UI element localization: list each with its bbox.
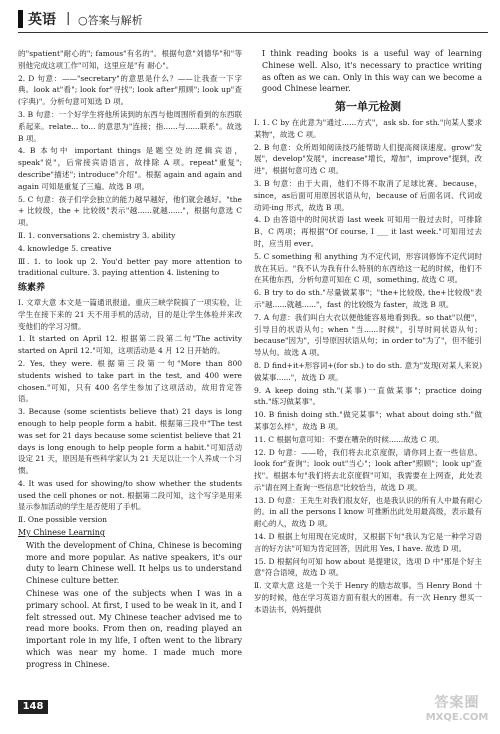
paragraph: 3. Because (some scientists believe that) 21 days is long enough to help people form a habit. 根据第三段中"The test was set for 21 days because some scientist believe that 21 days is long enough to help people form a habit."可知活动设定 21 天，原因是有些科学家认为 21 天足以让一个人养成一个习惯。 (18, 407, 242, 476)
paragraph: 14. D 根据上句用现在完成时，又根据下句"我认为它是一种学习语言的好方法"可知为肯定回答，因此用 Yes, I have. 故选 D 项。 (254, 532, 482, 553)
paragraph: 2. Yes, they were. 根据第三段第一句"More than 800 students wished to take part in the test, and 400 were chosen."可知，只有 400 名学生参加了这项活动，故用肯定答语。 (18, 358, 242, 404)
page-number: 148 (18, 700, 48, 714)
paragraph: Ⅱ. 1. conversations 2. chemistry 3. ability (18, 230, 176, 240)
header-subtitle: ○答案与解析 (78, 14, 143, 27)
paragraph: 4. B 本句中 important things 是题空处的逻辑宾语，speak"说"，后常接宾语语言，故排除 A 项。repeat"重复"; describe"描述"; introduce"介绍"。根据 again and again and again 可知是重复了三遍。故选 B 项。 (18, 146, 242, 191)
paragraph: 1. It started on April 12. 根据第二段第二句"The activity started on April 12."可知，这项活动是 4 月 12 日开始的。 (18, 334, 242, 356)
watermark-logo (422, 692, 492, 728)
paragraph: 2. D 句意：——"secretary"的意思是什么？——让我查一下字典。look at"看"; look for"寻找"; look after"照顾"; look up"查(字典)"。分析句意可知选 D 项。 (18, 73, 242, 107)
paragraph: 9. A keep doing sth."(某事)一直做某事"；practice doing sth."练习做某事"。 (254, 385, 482, 407)
unit-title: 第一单元检测 (335, 100, 401, 114)
essay-title: My Chinese Learning (18, 528, 105, 538)
paragraph: 12. D 句意：——哈，我们将去北京度假，请你同上查一些信息。look for"查询"；look out"当心"；look after"照顾"；look up"查找"。根据本句"我们将去北京度假"可知，我需要在上网查，此处表示"请在网上查询一些信息"比较恰当，故选 D 项。 (254, 447, 482, 492)
paragraph: 4. D 由答语中的时间状语 last week 可知用一般过去时，可排除 B、C 两项；再根据"Of course, I ___ it last week."可知用过去时，应当用 ever。 (254, 215, 482, 248)
paragraph: Ⅰ. 1. C by 在此意为"通过......方式"，ask sb. for sth."向某人要求某物"，故选 C 项。 (254, 117, 482, 139)
paragraph: With the development of China, Chinese is becoming more and more popular. As native speakers, it's our duty to learn Chinese well. It helps us to understand Chinese culture better. (26, 540, 242, 586)
paragraph: 2. B 句意：众所周知阅读技巧能帮助人们提高阅读速度。grow"发展"，develop"发展"，increase"增长，增加"，improve"提到，改进"，根据句意可选 C 项。 (254, 142, 482, 176)
page-header (18, 6, 488, 32)
watermark-line2: MXQE.COM (425, 712, 489, 723)
paragraph: 的"spatient"耐心的"; famous"有名的"。根据句意"刘德华"和"等别他完成这项工作"可知，这里应是"有 耐心"。 (18, 49, 242, 70)
paragraph: Ⅱ. 文章大意 这是一个关于 Henry 的励志故事。当 Henry Bond 十岁的时候，他在学习英语方面有很大的困难。有一次 Henry 想买一本语法书，妈妈提供 (254, 581, 482, 614)
subject-label: 英语 (28, 12, 56, 28)
header-rule (18, 32, 488, 33)
paragraph: 8. D find+it+形容词+(for sb.) to do sth. 意为"发现(对某人来说)做某事......"，故选 D 项。 (254, 360, 482, 382)
paragraph: Ⅱ. One possible version (18, 515, 107, 525)
paragraph: 4. It was used for showing/to show whether the students used the cell phones or not. 根据第二段可知，这个写字是用来显示参加活动的学生是否使用了手机。 (18, 478, 242, 512)
paragraph: 4. knowledge 5. creative (18, 243, 112, 253)
paragraph: 5. C something 和 anything 为不定代词，形容词修饰不定代词时放在其后。"我不认为我有什么特别的东西给这一起的时候，他们不在其他东西，分析句意可知在 C 项，something, 故选 C 项。 (254, 251, 482, 285)
paragraph: I think reading books is a useful way of learning Chinese well. Also, it's necessary to practice writing as often as we can. Only in this way can we become a good Chinese learner. (262, 49, 482, 94)
header-separator: | (66, 11, 71, 26)
paragraph: 3. B 句意：一个好学生将他所读到的东西与他周围所看到的东西联系起来。relate... to... 的意思为"连接；指......与......联系"。故选 B 项。 (18, 109, 242, 143)
paragraph: Ⅰ. 文章大意 本文是一篇通讯报道。重庆三峡学院搞了一项实验，让学生在接下来的 21 天不用手机的活动，目的是让学生体验并来改变他们的学习习惯。 (18, 297, 242, 331)
left-column (18, 48, 242, 672)
paragraph: 15. D 根据问句可知 how about 是提建议，选项 D 中"那是个好主意"符合语境，故选 D 项。 (254, 556, 482, 578)
paragraph: 3. B 句意：由于大雨，他们不得不取消了足球比赛。because，since，as后面可用原因状语从句，because of 后面名词、代词或动词-ing 形式，故选 B 项。 (254, 178, 482, 212)
paragraph: 6. B try to do sth."尽量做某事"；"the+比较级, the+比较级"表示"越......就越......"，fast 的比较级为 faster，故选 B 项。 (254, 288, 482, 309)
paragraph: 5. C 句意：孩子们学会独立的能力越早越好，他们就会越好。"the + 比较级，the + 比较级"表示"越......就越......"，根据句意选 C 项。 (18, 194, 242, 228)
paragraph: 7. A 句意：我们叫白大衣以便他能容易地看到我。so that"以便"，引导目的状语从句；when "当......时候"，引导时间状语从句；because"因为"，引导原因状语从句；in order to"为了"，但不能引导从句。故选 A 项。 (254, 312, 482, 358)
header-bar (18, 10, 23, 28)
watermark-line1: 答案圈 (434, 695, 480, 711)
paragraph: 13. D 句意：王先生对我们很友好，也是我认识的所有人中最有耐心的。in all the persons I know 可推断出此处用最高级，表示最有耐心的人，故选 D 项。 (254, 495, 482, 529)
right-column (254, 48, 482, 617)
paragraph: Chinese was one of the subjects when I was in a primary school. At first, I used to be weak in it, and I felt stressed out. My Chinese teacher advised me to read more books. From then on, reading played an important role in my life, I often went to the library which was near my home. I made much more progress in Chinese. (26, 589, 242, 669)
paragraph: 10. B finish doing sth."做完某事"；what about doing sth."做某事怎么样"，故选 B 项。 (254, 410, 482, 431)
paragraph: 11. C 根据句意可知：不要在嘈杂的时候......故选 C 项。 (254, 434, 444, 444)
paragraph: Ⅲ. 1. to look up 2. You'd better pay more attention to traditional culture. 3. paying attention 4. listening to (18, 256, 242, 278)
section-heading: 练素养 (18, 283, 46, 294)
